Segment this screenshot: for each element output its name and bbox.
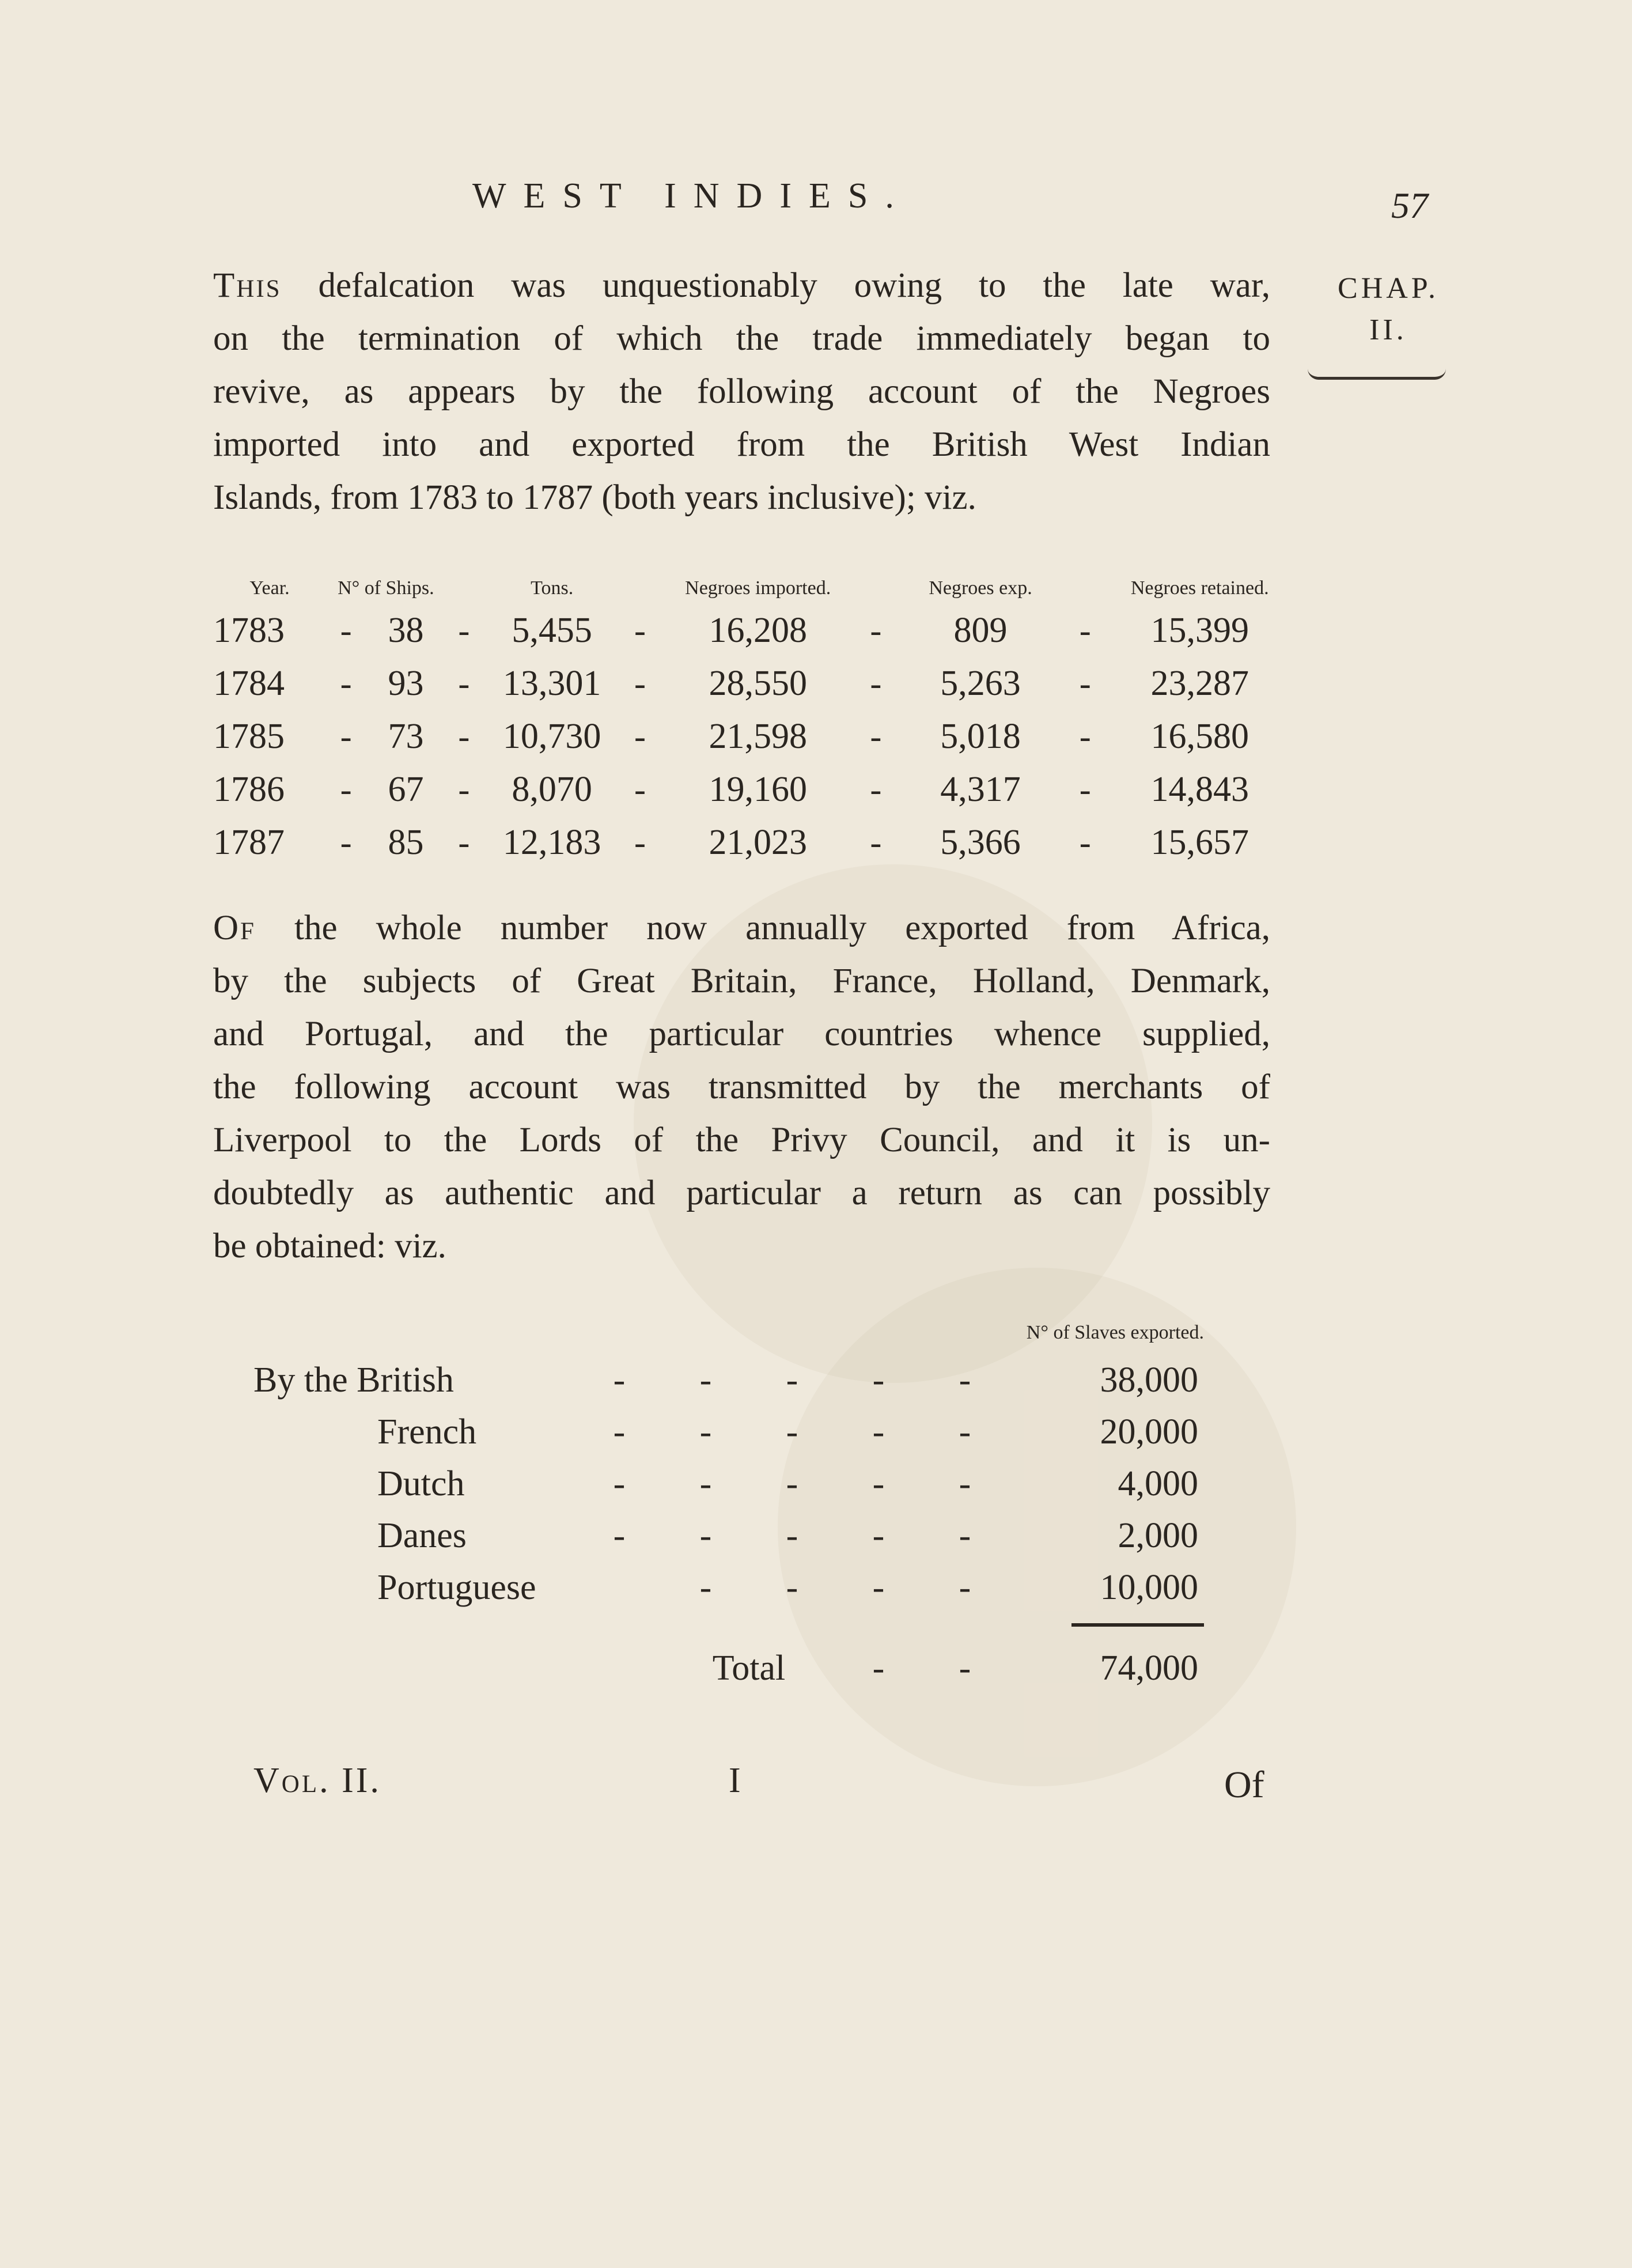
ships-cell: 38 xyxy=(388,610,424,650)
nation-cell: Portuguese xyxy=(377,1567,536,1607)
ships-cell: 93 xyxy=(388,663,424,703)
text-line: on the termination of which the trade immediately began to xyxy=(213,319,1270,358)
table-header-row xyxy=(253,1317,1204,1354)
retained-cell: 15,399 xyxy=(1150,610,1249,650)
retained-cell: 14,843 xyxy=(1150,769,1249,809)
exported-cell: 4,317 xyxy=(940,769,1021,809)
slaves-value: 10,000 xyxy=(1100,1567,1198,1607)
text-line: imported into and exported from the British West Indian xyxy=(213,425,1270,464)
column-header: Negroes imported. xyxy=(685,577,831,599)
nation-cell: French xyxy=(377,1412,477,1451)
sum-rule xyxy=(1071,1623,1204,1627)
total-row: Total - - 74,000 xyxy=(253,1636,1204,1700)
table-row: 1786 - 67 - 8,070 - 19,160 - 4,317 - 14,843 xyxy=(213,763,1296,816)
slaves-exported-table xyxy=(253,1317,1204,1700)
nation-cell: By the British xyxy=(253,1360,454,1400)
sum-rule-row xyxy=(253,1613,1204,1636)
slaves-value: 2,000 xyxy=(1118,1515,1198,1555)
ships-cell: 73 xyxy=(388,716,424,756)
year-cell: 1785 xyxy=(213,716,285,756)
retained-cell: 16,580 xyxy=(1150,716,1249,756)
chapter-margin-note xyxy=(1302,268,1475,351)
table-row: 1785 - 73 - 10,730 - 21,598 - 5,018 - 16,580 xyxy=(213,710,1296,763)
text-line: by the subjects of Great Britain, France, Holland, Denmark, xyxy=(213,962,1270,1000)
column-header: Tons. xyxy=(531,577,574,599)
tons-cell: 12,183 xyxy=(502,822,601,862)
text-line: revive, as appears by the following account of the Negroes xyxy=(213,372,1270,411)
year-cell: 1787 xyxy=(213,822,285,862)
table-header-row xyxy=(213,570,1296,604)
nation-cell: Dutch xyxy=(377,1464,465,1503)
text-line: and Portugal, and the particular countries whence supplied, xyxy=(213,1015,1270,1053)
imported-cell: 16,208 xyxy=(709,610,807,650)
column-header: Negroes retained. xyxy=(1130,577,1269,599)
volume-mark: Vol. II. xyxy=(253,1761,381,1800)
nation-cell: Danes xyxy=(377,1515,467,1555)
imported-cell: 21,598 xyxy=(709,716,807,756)
slaves-value: 20,000 xyxy=(1100,1412,1198,1451)
retained-cell: 23,287 xyxy=(1150,663,1249,703)
exported-cell: 5,018 xyxy=(940,716,1021,756)
tons-cell: 10,730 xyxy=(502,716,601,756)
text-line: Islands, from 1783 to 1787 (both years inclusive); viz. xyxy=(213,478,976,517)
catchword: Of xyxy=(1224,1764,1264,1806)
text-line: the following account was transmitted by the merchants of xyxy=(213,1068,1270,1106)
imported-cell: 21,023 xyxy=(709,822,807,862)
chapter-number: II. xyxy=(1369,313,1407,346)
exported-cell: 809 xyxy=(953,610,1008,650)
text-line: Liverpool to the Lords of the Privy Council, and it is un- xyxy=(213,1121,1270,1159)
table-row: 1787 - 85 - 12,183 - 21,023 - 5,366 - 15,657 xyxy=(213,816,1296,869)
imported-cell: 28,550 xyxy=(709,663,807,703)
ships-cell: 85 xyxy=(388,822,424,862)
retained-cell: 15,657 xyxy=(1150,822,1249,862)
text-line: This defalcation was unquestionably owing to the late war, xyxy=(213,266,1270,305)
table-row: Danes - - - - - 2,000 xyxy=(253,1510,1204,1562)
tons-cell: 5,455 xyxy=(512,610,592,650)
signature-mark: I xyxy=(729,1761,741,1800)
tons-cell: 13,301 xyxy=(502,663,601,703)
year-cell: 1786 xyxy=(213,769,285,809)
year-cell: 1783 xyxy=(213,610,285,650)
total-label: Total xyxy=(712,1648,786,1688)
tons-cell: 8,070 xyxy=(512,769,592,809)
column-header: Negroes exp. xyxy=(929,577,1032,599)
table-row: Dutch - - - - - 4,000 xyxy=(253,1458,1204,1510)
table-row: Portuguese - - - - 10,000 xyxy=(253,1562,1204,1613)
column-header: N° of Ships. xyxy=(338,577,434,599)
table-row: By the British - - - - - 38,000 xyxy=(253,1354,1204,1406)
margin-brace xyxy=(1308,369,1446,380)
text-line: Of the whole number now annually exported from Africa, xyxy=(213,909,1270,947)
exported-cell: 5,263 xyxy=(940,663,1021,703)
year-cell: 1784 xyxy=(213,663,285,703)
text-line: be obtained: viz. xyxy=(213,1227,446,1265)
running-head: WEST INDIES. xyxy=(472,176,911,216)
negroes-table xyxy=(213,570,1296,869)
page-number: 57 xyxy=(1391,185,1428,226)
exported-cell: 5,366 xyxy=(940,822,1021,862)
table-row: 1783 - 38 - 5,455 - 16,208 - 809 - 15,399 xyxy=(213,604,1296,657)
ships-cell: 67 xyxy=(388,769,424,809)
total-value: 74,000 xyxy=(1100,1648,1198,1688)
table-row: 1784 - 93 - 13,301 - 28,550 - 5,263 - 23,287 xyxy=(213,657,1296,710)
column-header: N° of Slaves exported. xyxy=(1026,1321,1204,1343)
column-header: Year. xyxy=(249,577,290,599)
text-line: doubtedly as authentic and particular a return as can possibly xyxy=(213,1174,1270,1212)
imported-cell: 19,160 xyxy=(709,769,807,809)
slaves-value: 38,000 xyxy=(1100,1360,1198,1400)
table-row: French - - - - - 20,000 xyxy=(253,1406,1204,1458)
slaves-value: 4,000 xyxy=(1118,1464,1198,1503)
paragraph-2 xyxy=(213,902,1270,1273)
paragraph-1 xyxy=(213,259,1270,524)
chapter-label: CHAP. xyxy=(1338,272,1439,305)
